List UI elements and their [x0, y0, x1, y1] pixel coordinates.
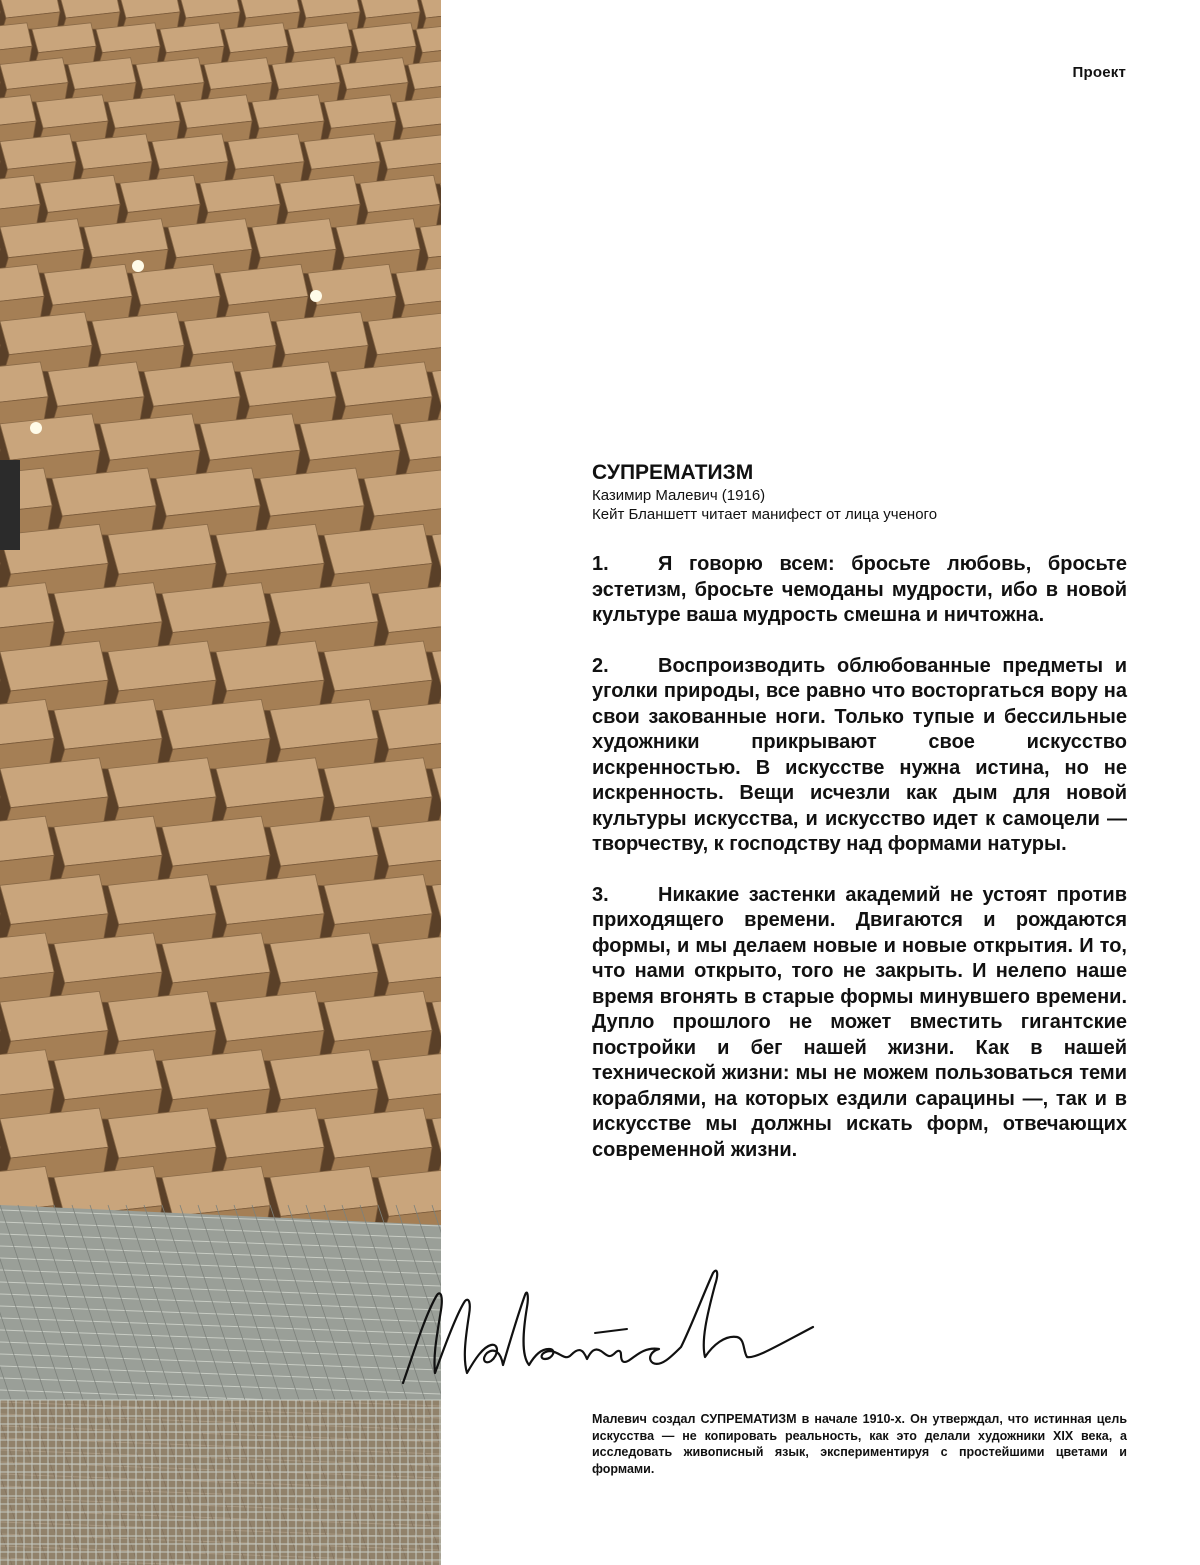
point-text: Воспроизводить облюбованные предметы и уголки природы, все равно что восторгаться вору на свои закованные ноги. Только тупые и бессильные художники прикрывают свое искусство искренностью. В искусстве нужна истина, но не искренность. Вещи исчезли как дым для новой культуры искусства, и искусство идет к самоцели — творчеству, к господству над формами натуры.	[592, 654, 1127, 855]
article-title: СУПРЕМАТИЗМ	[592, 461, 754, 484]
malevich-signature	[395, 1255, 825, 1405]
manifesto-point	[592, 552, 1127, 629]
wedge-wall-graphic	[0, 0, 441, 1565]
article-reader: Кейт Бланшетт читает манифест от лица ученого	[592, 506, 938, 523]
manifesto-point	[592, 654, 1127, 858]
footnote: Малевич создал СУПРЕМАТИЗМ в начале 1910-х. Он утверждал, что истинная цель искусства — не копировать реальность, как это делали художники XIX века, а исследовать живописный язык, экспериментируя с простейшими цветами и формами.	[592, 1412, 1127, 1476]
manifesto-list	[592, 552, 1127, 1163]
article	[592, 460, 1127, 1188]
manifesto-point	[592, 883, 1127, 1164]
point-text: Никакие застенки академий не устоят против приходящего времени. Двигаются и рождаются формы, и мы делаем новые и новые открытия. И то, что нами открыто, того не закрыть. И нелепо наше время вгонять в старые формы минувшего времени. Дупло прошлого не может вместить гигантские постройки и бег нашей жизни. Как в нашей технической жизни: мы не можем пользоваться теми кораблями, на которых ездили сарацины —, так и в искусстве мы должны искать форм, отвечающих современной жизни.	[592, 883, 1127, 1161]
anechoic-chamber-photo	[0, 0, 441, 1565]
point-number: 1.	[592, 553, 609, 575]
section-label: Проект	[1072, 64, 1126, 81]
point-number: 2.	[592, 654, 609, 677]
article-author: Казимир Малевич (1916)	[592, 487, 766, 504]
point-text: Я говорю всем: бросьте любовь, бросьте эстетизм, бросьте чемоданы мудрости, ибо в новой культуре ваша мудрость смешна и ничтожна.	[592, 553, 1127, 626]
point-number: 3.	[592, 883, 609, 906]
